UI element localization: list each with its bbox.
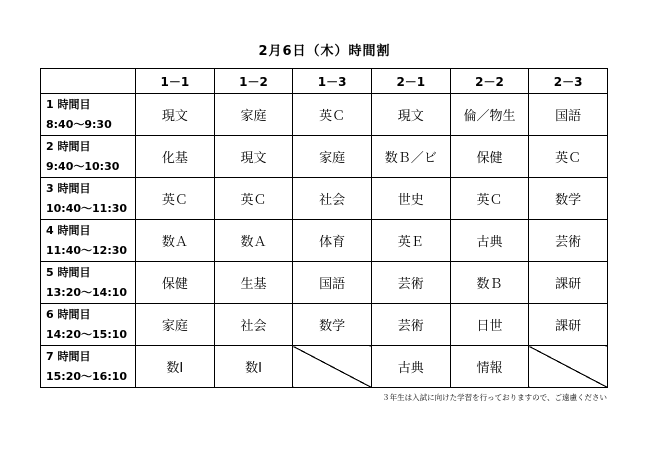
table-row — [41, 178, 608, 220]
period-label — [41, 304, 136, 346]
period-time: 9:40～10:30 — [46, 159, 120, 173]
footnote: ３年生は入試に向けた学習を行っておりますので、ご遠慮ください — [382, 393, 607, 402]
column-header: 2－1 — [371, 69, 450, 94]
subject-cell: 倫／物生 — [450, 94, 529, 136]
subject-cell: 芸術 — [529, 220, 608, 262]
period-label — [41, 178, 136, 220]
table-row — [41, 94, 608, 136]
period-time: 8:40～9:30 — [46, 117, 112, 131]
subject-cell: 数Ｂ／ビ — [371, 136, 450, 178]
subject-cell: 体育 — [293, 220, 372, 262]
header-row — [41, 69, 608, 94]
subject-cell: 現文 — [136, 94, 215, 136]
table-row — [41, 346, 608, 388]
subject-cell: 情報 — [450, 346, 529, 388]
period-name: 7 時間目 — [46, 349, 91, 363]
table-row — [41, 220, 608, 262]
table-row — [41, 304, 608, 346]
subject-cell: 国語 — [529, 94, 608, 136]
table-row — [41, 262, 608, 304]
period-time: 10:40～11:30 — [46, 201, 128, 215]
subject-cell: 英Ｃ — [450, 178, 529, 220]
period-name: 3 時間目 — [46, 181, 91, 195]
subject-cell: 数学 — [529, 178, 608, 220]
subject-cell: 家庭 — [136, 304, 215, 346]
subject-cell: 英Ｃ — [136, 178, 215, 220]
subject-cell: 世史 — [371, 178, 450, 220]
empty-slashed-cell — [529, 346, 608, 388]
period-name: 1 時間目 — [46, 97, 91, 111]
subject-cell: 現文 — [371, 94, 450, 136]
period-name: 6 時間目 — [46, 307, 91, 321]
subject-cell: 現文 — [214, 136, 293, 178]
period-label — [41, 262, 136, 304]
subject-cell: 課研 — [529, 304, 608, 346]
subject-cell: 家庭 — [214, 94, 293, 136]
subject-cell: 保健 — [136, 262, 215, 304]
subject-cell: 英Ｅ — [371, 220, 450, 262]
subject-cell: 芸術 — [371, 304, 450, 346]
subject-cell: 生基 — [214, 262, 293, 304]
subject-cell: 古典 — [371, 346, 450, 388]
subject-cell: 数学 — [293, 304, 372, 346]
period-label — [41, 136, 136, 178]
period-name: 2 時間目 — [46, 139, 91, 153]
page-title: 2月6日（木）時間割 — [258, 44, 391, 59]
table-row — [41, 136, 608, 178]
timetable — [40, 68, 608, 388]
period-time: 14:20～15:10 — [46, 327, 128, 341]
column-header: 1－3 — [293, 69, 372, 94]
subject-cell: 英Ｃ — [529, 136, 608, 178]
subject-cell: 日世 — [450, 304, 529, 346]
subject-cell: 社会 — [214, 304, 293, 346]
column-header: 1－2 — [214, 69, 293, 94]
header-corner — [41, 69, 136, 94]
period-time: 15:20～16:10 — [46, 369, 128, 383]
subject-cell: 課研 — [529, 262, 608, 304]
empty-slashed-cell — [293, 346, 372, 388]
column-header: 1－1 — [136, 69, 215, 94]
period-name: 5 時間目 — [46, 265, 91, 279]
period-time: 13:20～14:10 — [46, 285, 128, 299]
subject-cell: 数Ⅰ — [214, 346, 293, 388]
subject-cell: 国語 — [293, 262, 372, 304]
subject-cell: 数Ａ — [214, 220, 293, 262]
subject-cell: 数Ｂ — [450, 262, 529, 304]
period-label — [41, 220, 136, 262]
column-header: 2－2 — [450, 69, 529, 94]
subject-cell: 英Ｃ — [214, 178, 293, 220]
subject-cell: 数Ⅰ — [136, 346, 215, 388]
subject-cell: 社会 — [293, 178, 372, 220]
period-label — [41, 94, 136, 136]
subject-cell: 数Ａ — [136, 220, 215, 262]
subject-cell: 芸術 — [371, 262, 450, 304]
period-name: 4 時間目 — [46, 223, 91, 237]
subject-cell: 古典 — [450, 220, 529, 262]
subject-cell: 化基 — [136, 136, 215, 178]
period-label — [41, 346, 136, 388]
subject-cell: 英Ｃ — [293, 94, 372, 136]
subject-cell: 保健 — [450, 136, 529, 178]
period-time: 11:40～12:30 — [46, 243, 128, 257]
subject-cell: 家庭 — [293, 136, 372, 178]
column-header: 2－3 — [529, 69, 608, 94]
